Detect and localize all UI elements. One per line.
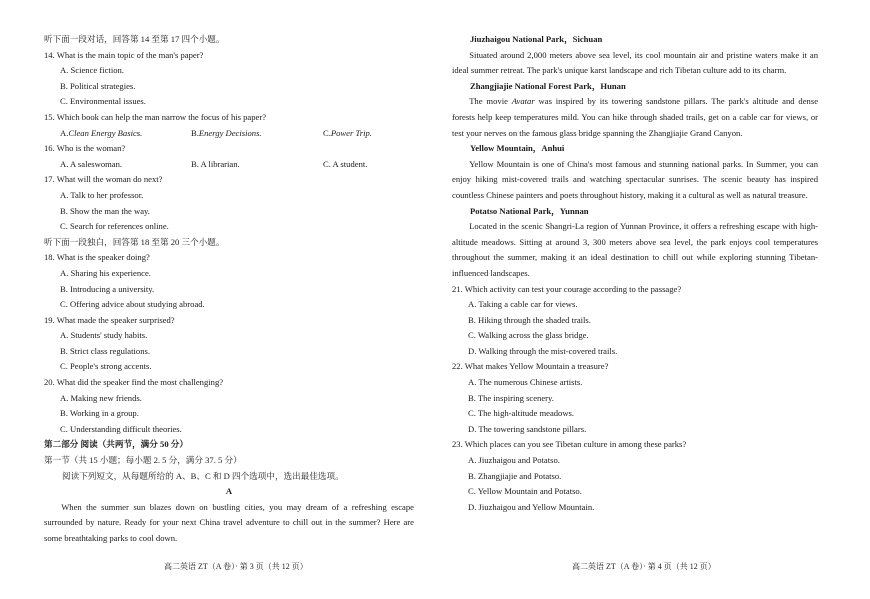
q17-option-b: B. Show the man the way. bbox=[60, 205, 150, 216]
q20-option-b: B. Working in a group. bbox=[60, 408, 139, 419]
park-2-title: Zhangjiajie National Forest Park，Hunan bbox=[470, 80, 626, 91]
question-18: 18. What is the speaker doing? bbox=[44, 252, 150, 263]
q14-option-b: B. Political strategies. bbox=[60, 80, 136, 91]
park-4-title: Potatso National Park，Yunnan bbox=[470, 205, 589, 216]
question-20: 20. What did the speaker find the most challenging? bbox=[44, 377, 224, 388]
question-19: 19. What made the speaker surprised? bbox=[44, 314, 175, 325]
passage-label: A bbox=[225, 486, 233, 497]
q23-option-d: D. Jiuzhaigou and Yellow Mountain. bbox=[468, 501, 595, 512]
question-14: 14. What is the main topic of the man's paper? bbox=[44, 49, 204, 60]
question-21: 21. Which activity can test your courage according to the passage? bbox=[452, 283, 682, 294]
listening-intro-2: 听下面一段独白，回答第 18 至第 20 三个小题。 bbox=[44, 236, 225, 247]
q22-option-c: C. The high-altitude meadows. bbox=[468, 408, 575, 419]
listening-intro-1: 听下面一段对话，回答第 14 至第 17 四个小题。 bbox=[44, 34, 225, 44]
park-4-text: Located in the scenic Shangri-La region of Yunnan Province, it offers a refreshing escape with high-altitude meadows. Sitting at around 3, 300 meters above sea level, the park enjoys cool temperatures throughout the summer, making it an ideal destination to chill out while exploring stunning Tibetan-influenced landscapes. bbox=[452, 221, 818, 278]
q23-option-a: A. Jiuzhaigou and Potatso. bbox=[468, 455, 560, 466]
page-footer-right: 高二英语 ZT（A 卷）· 第 4 页（共 12 页） bbox=[572, 562, 716, 571]
q18-option-c: C. Offering advice about studying abroad. bbox=[60, 299, 205, 310]
q16-option-b: B. A librarian. bbox=[191, 158, 240, 169]
q20-option-c: C. Understanding difficult theories. bbox=[60, 423, 182, 434]
q17-option-c: C. Search for references online. bbox=[60, 221, 169, 232]
q15-option-b: B.Energy Decisions. bbox=[191, 127, 262, 138]
section-one-heading: 第一节（共 15 小题；每小题 2. 5 分，满分 37. 5 分） bbox=[44, 455, 242, 466]
part-two-heading: 第二部分 阅读（共两节，满分 50 分） bbox=[44, 439, 188, 450]
left-column bbox=[44, 32, 414, 547]
q22-option-b: B. The inspiring scenery. bbox=[468, 392, 554, 403]
q20-option-a: A. Making new friends. bbox=[60, 392, 142, 403]
q14-option-c: C. Environmental issues. bbox=[60, 96, 146, 107]
q15-option-a: A.Clean Energy Basics. bbox=[60, 127, 143, 138]
q16-option-c: C. A student. bbox=[323, 158, 368, 169]
question-22: 22. What makes Yellow Mountain a treasure? bbox=[452, 361, 609, 372]
movie-title: Avatar bbox=[511, 96, 535, 107]
page-footer-left: 高二英语 ZT（A 卷）· 第 3 页（共 12 页） bbox=[164, 562, 308, 571]
q18-option-b: B. Introducing a university. bbox=[60, 283, 155, 294]
park-3-text: Yellow Mountain is one of China's most famous and stunning national parks. In Summer, you can enjoy hiking mist-covered trails and watching spectacular sunrises. The scenic beauty has inspired countless Chinese painters and poets throughout history, making it a cultural as well as natural treasure. bbox=[452, 158, 818, 200]
question-23: 23. Which places can you see Tibetan culture in among these parks? bbox=[452, 439, 687, 450]
q18-option-a: A. Sharing his experience. bbox=[60, 267, 151, 278]
q21-option-a: A. Taking a cable car for views. bbox=[468, 299, 578, 310]
park-2-text: The movie Avatar was inspired by its towering sandstone pillars. The park's altitude and dense forests help keep temperatures mild. You can hike through shaded trails, get on a cable car for views, or test your nerves on the famous glass bridge spanning the Zhangjiajie Grand Canyon. bbox=[452, 96, 819, 138]
q15-option-c: C.Power Trip. bbox=[323, 127, 372, 138]
q17-option-a: A. Talk to her professor. bbox=[60, 189, 144, 200]
park-1-text: Situated around 2,000 meters above sea level, its cool mountain air and pristine waters make it an ideal summer retreat. The park's unique karst landscape and rich Tibetan culture add to its charm. bbox=[452, 49, 818, 76]
q16-option-a: A. A saleswoman. bbox=[60, 158, 123, 169]
question-15: 15. Which book can help the man narrow the focus of his paper? bbox=[44, 111, 267, 122]
question-17: 17. What will the woman do next? bbox=[44, 174, 163, 185]
passage-intro-paragraph: When the summer sun blazes down on bustling cities, you may dream of a refreshing escape surrounded by nature. Ready for your next China travel adventure to chill out in the summer? Here are some breathtaking parks to cool down. bbox=[44, 501, 414, 543]
park-1-title: Jiuzhaigou National Park，Sichuan bbox=[470, 34, 603, 44]
question-16: 16. Who is the woman? bbox=[44, 143, 126, 154]
q19-option-a: A. Students' study habits. bbox=[60, 330, 148, 341]
park-3-title: Yellow Mountain，Anhui bbox=[470, 143, 565, 154]
q19-option-c: C. People's strong accents. bbox=[60, 361, 152, 372]
q21-option-c: C. Walking across the glass bridge. bbox=[468, 330, 589, 341]
right-column bbox=[452, 32, 818, 515]
q14-option-a: A. Science fiction. bbox=[60, 65, 124, 76]
q22-option-d: D. The towering sandstone pillars. bbox=[468, 423, 587, 434]
reading-instruction: 阅读下列短文，从每题所给的 A、B、C 和 D 四个选项中，选出最佳选项。 bbox=[62, 470, 344, 481]
q21-option-b: B. Hiking through the shaded trails. bbox=[468, 314, 591, 325]
q22-option-a: A. The numerous Chinese artists. bbox=[468, 377, 583, 388]
q15-options bbox=[44, 126, 414, 142]
q23-option-c: C. Yellow Mountain and Potatso. bbox=[468, 486, 582, 497]
q23-option-b: B. Zhangjiajie and Potatso. bbox=[468, 470, 562, 481]
q19-option-b: B. Strict class regulations. bbox=[60, 345, 150, 356]
q16-options bbox=[44, 157, 414, 173]
q21-option-d: D. Walking through the mist-covered trails. bbox=[468, 345, 618, 356]
